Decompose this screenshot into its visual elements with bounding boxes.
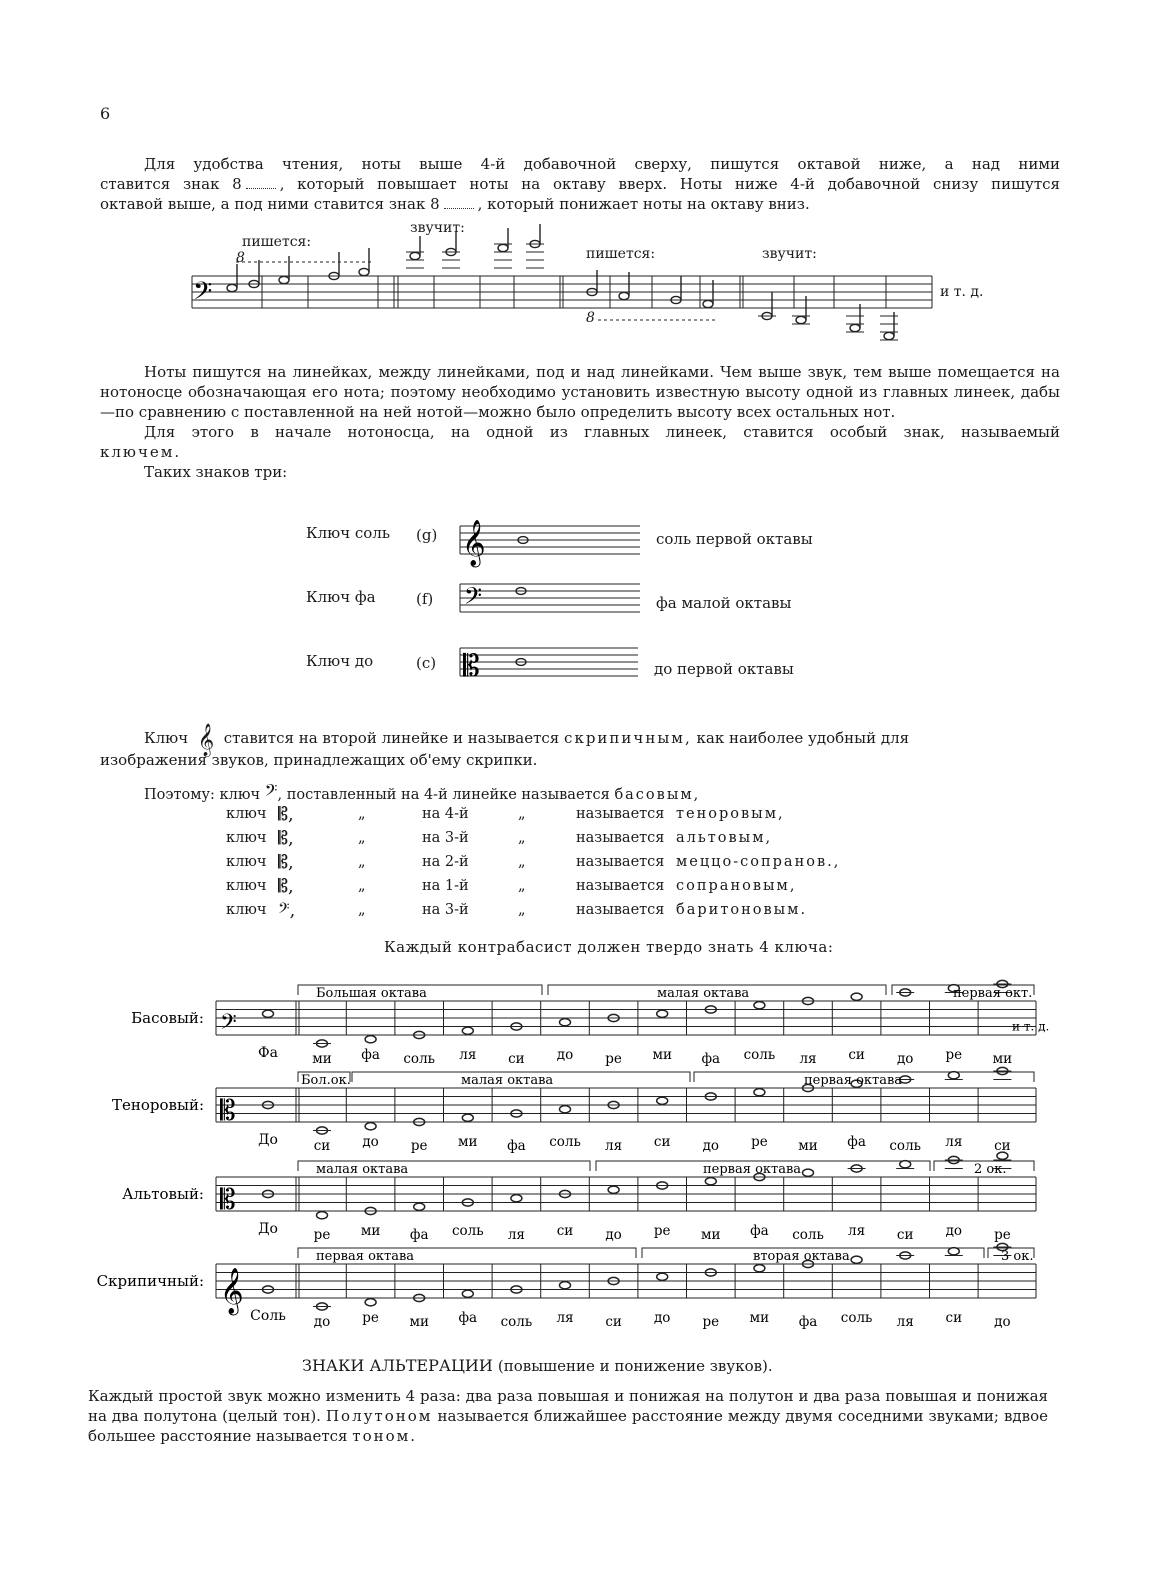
alteration-p2c: тоном. [352, 1427, 418, 1445]
note-name: си [896, 1227, 914, 1243]
staff-label: Теноровый: [112, 1096, 204, 1114]
note-name: до [653, 1310, 671, 1326]
clef-row-called: называется [576, 902, 665, 918]
alteration-title: ЗНАКИ АЛЬТЕРАЦИИ [302, 1356, 493, 1375]
alteration-subtitle: (повышение и понижение звуков). [497, 1357, 773, 1375]
whole-note [317, 1303, 328, 1310]
first-note-label: До [258, 1221, 278, 1237]
clef-c-desc: до первой октавы [654, 660, 794, 678]
whole-note [462, 1199, 473, 1206]
octave-bracket-label: Большая октава [316, 986, 427, 1001]
whole-note [263, 1101, 274, 1108]
whole-note [851, 993, 862, 1000]
note-name: ре [313, 1227, 331, 1243]
c-clef-icon: 𝄡, [278, 827, 294, 849]
etc-label: и т. д. [940, 284, 984, 300]
whole-note [754, 1002, 765, 1009]
clef-row-called: называется [576, 878, 665, 894]
whole-note [705, 1178, 716, 1185]
note-name: ре [605, 1051, 622, 1067]
whole-note [705, 1093, 716, 1100]
whole-note [365, 1299, 376, 1306]
bass-clef-icon: 𝄢 [264, 780, 278, 804]
treble-line-2: изображения звуков, принадлежащих об'ему скрипки. [100, 751, 538, 769]
octave-bracket-label: первая октава [316, 1249, 415, 1264]
whole-note [803, 997, 814, 1004]
note-name: си [556, 1223, 574, 1239]
whole-note [317, 1212, 328, 1219]
whole-note [997, 1152, 1008, 1159]
whole-note [803, 1260, 814, 1267]
c-clef-icon: 𝄡, [278, 803, 294, 825]
whole-note [948, 1156, 959, 1163]
ditto: „ [518, 902, 526, 918]
svg-text:𝄞: 𝄞 [462, 520, 486, 566]
clef-row-word: ключ [226, 806, 267, 822]
whole-note [560, 1019, 571, 1026]
whole-note [462, 1114, 473, 1121]
octave-bracket-label: 3 ок. [1001, 1249, 1034, 1264]
note-name: ми [749, 1310, 770, 1326]
alteration-p2a: Полутоном [325, 1407, 433, 1425]
clef-row-name: баритоновым. [676, 902, 808, 918]
ditto: „ [518, 830, 526, 846]
first-note-label: Соль [250, 1308, 286, 1324]
note-name: си [313, 1138, 331, 1154]
note-name: фа [798, 1314, 818, 1330]
whole-note [754, 1173, 765, 1180]
clef-row-called: называется [576, 806, 665, 822]
octave-bracket [352, 1072, 690, 1082]
note-name: ре [362, 1310, 379, 1326]
octave-bracket-label: малая октава [461, 1073, 554, 1088]
note-name: ре [410, 1138, 428, 1154]
first-note-label: До [258, 1132, 278, 1148]
octave-bracket-label: малая октава [657, 986, 750, 1001]
treble-c: скрипичным, [564, 729, 692, 747]
clef-row-called: называется [576, 830, 665, 846]
three-signs: Таких знаков три: [144, 463, 288, 481]
octave-bracket [298, 1161, 590, 1171]
clef-row-word: ключ [226, 830, 267, 846]
whole-note [365, 1036, 376, 1043]
whole-note [511, 1023, 522, 1030]
octave-bracket [298, 1072, 350, 1082]
note-name: ля [945, 1134, 963, 1150]
octave-bracket [892, 985, 1034, 995]
whole-note [365, 1207, 376, 1214]
octave-bracket [298, 1248, 636, 1258]
whole-note [414, 1294, 425, 1301]
intro-line-2 [100, 174, 1060, 194]
clef-row-baritone [226, 898, 840, 922]
staff-label: Басовый: [131, 1009, 204, 1027]
note-name: соль [403, 1051, 436, 1067]
note-name: ми [312, 1051, 332, 1067]
whole-note [263, 1190, 274, 1197]
svg-text:𝄡: 𝄡 [463, 649, 480, 684]
note-name: си [653, 1134, 671, 1150]
written-label-right: пишется: [586, 246, 656, 262]
etc-label: и т. д. [1012, 1019, 1050, 1034]
whole-note [511, 1110, 522, 1117]
note-name: ля [848, 1223, 866, 1239]
note-name: ми [652, 1047, 672, 1063]
ditto: „ [358, 878, 366, 894]
first-note-label: Фа [258, 1045, 278, 1061]
note-name: ми [409, 1314, 429, 1330]
note-name: соль [500, 1314, 533, 1330]
whole-note [608, 1014, 619, 1021]
ditto: „ [358, 854, 366, 870]
sounds-label-left: звучит: [410, 220, 465, 236]
note-name: ля [799, 1051, 817, 1067]
note-name: соль [743, 1047, 776, 1063]
whole-note [851, 1080, 862, 1087]
note-name: ми [458, 1134, 478, 1150]
note-name: ре [945, 1047, 963, 1063]
octave-bracket [548, 985, 886, 995]
alteration-paragraph [88, 1386, 1048, 1446]
whole-note [997, 980, 1008, 987]
svg-text:𝄢: 𝄢 [193, 277, 213, 312]
note-name: ля [896, 1314, 914, 1330]
whole-note [657, 1273, 668, 1280]
clef-f-letter: (f) [416, 590, 434, 608]
clef-row-name: теноровым, [676, 806, 785, 822]
intro-line-3b: , который понижает ноты на октаву вниз. [477, 195, 810, 213]
octave-bracket-label: Бол.ок. [301, 1073, 351, 1088]
svg-text:𝄢: 𝄢 [464, 582, 483, 615]
staff-label: Скрипичный: [96, 1272, 204, 1290]
notes-paragraph [100, 362, 1060, 482]
note-name: до [362, 1134, 379, 1150]
note-name: ля [556, 1310, 574, 1326]
note-name: ре [751, 1134, 768, 1150]
note-name: фа [409, 1227, 429, 1243]
whole-note [705, 1269, 716, 1276]
clef-word: ключем. [100, 443, 182, 461]
whole-note [900, 1252, 911, 1259]
octave-bracket [934, 1161, 1034, 1171]
octave-mark-below: 8 [586, 310, 595, 326]
octave-bracket-label: вторая октава [753, 1249, 850, 1264]
whole-note [263, 1010, 274, 1017]
whole-note [560, 1282, 571, 1289]
note-name: си [605, 1314, 622, 1330]
clef-list-first-rest: , поставленный на 4-й линейке называется [277, 787, 610, 803]
whole-note [657, 1182, 668, 1189]
clef-c-name: Ключ до [306, 652, 374, 670]
clef-list-first-name: басовым, [614, 787, 701, 803]
whole-note [511, 1195, 522, 1202]
note-name: до [945, 1223, 963, 1239]
whole-note [414, 1203, 425, 1210]
note-name: ми [992, 1051, 1013, 1067]
note-name: ми [360, 1223, 381, 1239]
clef-c-letter: (c) [416, 654, 437, 672]
note-name: ре [653, 1223, 671, 1239]
octave-bracket [694, 1072, 1034, 1082]
note-name: ре [994, 1227, 1011, 1243]
note-name: соль [549, 1134, 581, 1150]
octave-bracket [988, 1248, 1034, 1258]
note-name: си [994, 1138, 1011, 1154]
whole-note [657, 1097, 668, 1104]
note-name: ля [459, 1047, 477, 1063]
note-name: ми [701, 1227, 721, 1243]
note-name: си [848, 1047, 865, 1063]
whole-note [511, 1286, 522, 1293]
clef-g-name: Ключ соль [306, 524, 391, 542]
note-name: соль [889, 1138, 922, 1154]
clef-row-word: ключ [226, 878, 267, 894]
note-name: фа [507, 1138, 526, 1154]
whole-note [414, 1118, 425, 1125]
whole-note [560, 1190, 571, 1197]
notes-text: Ноты пишутся на линейках, между линейками, под и над линейками. Чем выше звук, тем выше помещается на нотоносце обозначающая его нота; поэтому необходимо установить известную высоту одной из главных линеек, дабы—по сравнению с поставленной на ней нотой—можно было определить высоту всех остальных нот. [100, 363, 1060, 421]
sounds-label-right: звучит: [762, 246, 817, 262]
ditto: „ [518, 806, 526, 822]
note-name: до [313, 1314, 331, 1330]
staff-label: Альтовый: [122, 1185, 204, 1203]
clef-f-name: Ключ фа [306, 588, 376, 606]
clef-row-name: меццо-сопранов., [676, 854, 841, 870]
ditto: „ [358, 806, 366, 822]
ditto: „ [518, 878, 526, 894]
note-name: си [508, 1051, 525, 1067]
clef-list-intro: Поэтому: ключ [144, 787, 261, 803]
whole-note [900, 989, 911, 996]
whole-note [997, 1067, 1008, 1074]
alteration-p1: Каждый простой звук можно изменить 4 раза: два раза повышая и понижая на полутон и два раза повышая и понижая на два полутона (целый тон). [88, 1387, 1048, 1425]
clef-row-line: на 3-й [422, 902, 469, 918]
whole-note [997, 1243, 1008, 1250]
octave-bracket-label: малая октава [316, 1162, 409, 1177]
note-name: до [556, 1047, 574, 1063]
treble-clef-icon: 𝄞 [197, 723, 215, 756]
whole-note [851, 1256, 862, 1263]
written-label-left: пишется: [242, 234, 312, 250]
clef-f-desc: фа малой октавы [656, 594, 792, 612]
whole-note [462, 1290, 473, 1297]
bass-clef-icon: 𝄢, [278, 899, 296, 921]
page-number: 6 [100, 104, 111, 123]
note-name: до [896, 1051, 914, 1067]
treble-d: как наиболее удобный для [696, 729, 910, 747]
clef-icon: 𝄢 [220, 1010, 237, 1040]
alteration-heading [302, 1356, 773, 1375]
whole-note [608, 1186, 619, 1193]
clef-row-line: на 2-й [422, 854, 469, 870]
note-name: до [605, 1227, 622, 1243]
clef-row-line: на 4-й [422, 806, 469, 822]
whole-note [900, 1076, 911, 1083]
clef-intro-line: Для этого в начале нотоносца, на одной из главных линеек, ставится особый знак, называемый [144, 423, 1060, 441]
intro-line-2b: , который повышает ноты на октаву вверх. Ноты ниже 4-й добавочной снизу пишутся [279, 175, 1060, 193]
whole-note [705, 1006, 716, 1013]
intro-line-3a: октавой выше, а под ними ставится знак 8 [100, 195, 440, 213]
clef-g-desc: соль первой октавы [656, 530, 813, 548]
note-name: фа [361, 1047, 380, 1063]
c-clef-icon: 𝄡, [278, 875, 294, 897]
note-name: до [702, 1138, 720, 1154]
intro-paragraph [100, 154, 1060, 214]
ditto: „ [518, 854, 526, 870]
clef-row-name: альтовым, [676, 830, 773, 846]
clef-row-alto [226, 826, 840, 850]
whole-note [608, 1101, 619, 1108]
whole-note [948, 985, 959, 992]
note-name: си [945, 1310, 963, 1326]
ditto: „ [358, 830, 366, 846]
note-name: фа [458, 1310, 478, 1326]
whole-note [560, 1106, 571, 1113]
note-name: фа [847, 1134, 866, 1150]
treble-b: ставится на второй линейке и называется [223, 729, 560, 747]
clef-list-first [144, 780, 700, 804]
clef-row-tenor [226, 802, 840, 826]
clef-row-called: называется [576, 854, 665, 870]
octave-bracket-label: 2 ок. [974, 1162, 1007, 1177]
whole-note [948, 1072, 959, 1079]
clef-row-word: ключ [226, 902, 267, 918]
whole-note [803, 1084, 814, 1091]
note-name: ре [702, 1314, 720, 1330]
note-name: ми [798, 1138, 818, 1154]
whole-note [317, 1127, 328, 1134]
whole-note [657, 1010, 668, 1017]
intro-line-1: Для удобства чтения, ноты выше 4-й добавочной сверху, пишутся октавой ниже, а над ними [144, 155, 1060, 173]
note-name: соль [792, 1227, 824, 1243]
clef-row-line: на 3-й [422, 830, 469, 846]
octave-bracket-label: первая октава [703, 1162, 802, 1177]
clef-icon: 𝄞 [220, 1268, 244, 1314]
clef-icon: 𝄡 [220, 1094, 236, 1127]
whole-note [851, 1165, 862, 1172]
note-name: ля [507, 1227, 525, 1243]
contrabass-heading: Каждый контрабасист должен твердо знать 4 ключа: [384, 938, 834, 956]
clef-icon: 𝄡 [220, 1183, 236, 1216]
note-name: ля [605, 1138, 623, 1154]
octave-bracket [596, 1161, 930, 1171]
whole-note [462, 1027, 473, 1034]
whole-note [263, 1286, 274, 1293]
c-clef-icon: 𝄡, [278, 851, 294, 873]
treble-paragraph [100, 723, 1060, 770]
whole-note [948, 1248, 959, 1255]
octave-bracket-label: первая октава [804, 1073, 903, 1088]
note-name: фа [750, 1223, 769, 1239]
note-name: соль [840, 1310, 873, 1326]
octave-mark-above: 8 [236, 250, 245, 266]
clef-row-word: ключ [226, 854, 267, 870]
alteration-p2b: называется ближайшее расстояние между двумя соседними звуками; вдвое большее расстояние называется [88, 1407, 1049, 1445]
treble-a: Ключ [144, 729, 189, 747]
ditto: „ [358, 902, 366, 918]
clef-g-letter: (g) [416, 526, 438, 544]
whole-note [317, 1040, 328, 1047]
octave-bracket [642, 1248, 984, 1258]
note-name: до [994, 1314, 1011, 1330]
whole-note [754, 1265, 765, 1272]
whole-note [414, 1031, 425, 1038]
whole-note [803, 1169, 814, 1176]
note-name: фа [701, 1051, 721, 1067]
octave-bracket-label: первая окт. [953, 986, 1033, 1001]
whole-note [608, 1277, 619, 1284]
whole-note [365, 1123, 376, 1130]
octave-bracket [298, 985, 542, 995]
note-name: соль [451, 1223, 484, 1239]
clef-row-line: на 1-й [422, 878, 469, 894]
intro-line-2a: ставится знак 8 [100, 175, 242, 193]
whole-note [754, 1089, 765, 1096]
clef-row-mezzo [226, 850, 840, 874]
clef-row-soprano [226, 874, 840, 898]
clef-list-table [226, 802, 840, 922]
whole-note [900, 1161, 911, 1168]
clef-row-name: сопрановым, [676, 878, 797, 894]
intro-line-3 [100, 194, 1060, 214]
